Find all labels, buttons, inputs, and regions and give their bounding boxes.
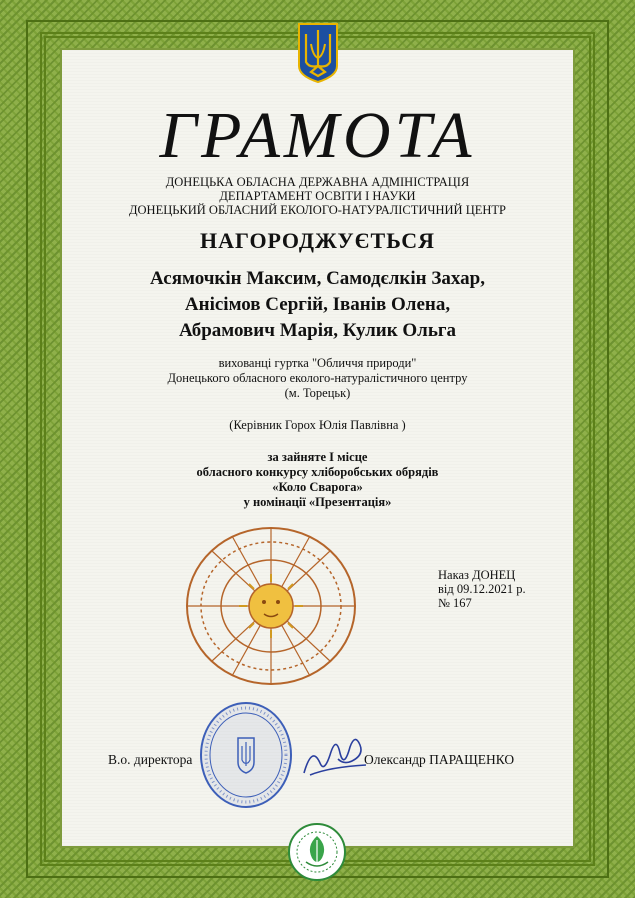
coat-of-arms-icon: [297, 22, 339, 84]
reason-line-3: «Коло Сварога»: [272, 480, 363, 494]
org-line-1: ДОНЕЦЬКА ОБЛАСНА ДЕРЖАВНА АДМІНІСТРАЦІЯ: [165, 175, 470, 189]
certificate-title: ГРАМОТА: [159, 99, 476, 172]
recipient-line-1: Асямочкін Максим, Самодєлкін Захар,: [150, 268, 485, 289]
award-heading: НАГОРОДЖУЄТЬСЯ: [200, 228, 435, 253]
org-line-3: ДОНЕЦЬКИЙ ОБЛАСНИЙ ЕКОЛОГО-НАТУРАЛІСТИЧНИЙ ЦЕНТР: [128, 203, 506, 217]
supervisor-line: (Керівник Горох Юлія Павлівна ): [229, 418, 406, 432]
svarog-wheel-emblem: [182, 522, 360, 690]
order-reference: [438, 568, 526, 610]
order-line-3: № 167: [438, 596, 472, 610]
group-line-2: Донецького обласного еколого-натуралістичного центру: [167, 371, 468, 385]
recipient-line-2: Анісімов Сергій, Іванів Олена,: [184, 294, 451, 315]
group-line-1: вихованці гуртка "Обличчя природи": [218, 356, 417, 370]
official-stamp-icon: [198, 700, 294, 810]
group-line-3: (м. Торецьк): [284, 386, 351, 400]
order-line-1: Наказ ДОНЕЦ: [438, 568, 516, 582]
signature-title: В.о. директора: [108, 752, 193, 767]
signatory-name: Олександр ПАРАЩЕНКО: [364, 752, 515, 767]
reason-line-1: за зайняте І місце: [267, 450, 368, 464]
handwritten-signature: [300, 725, 370, 780]
eco-center-logo-icon: [284, 822, 350, 882]
reason-line-2: обласного конкурсу хліборобських обрядів: [196, 465, 439, 479]
org-line-2: ДЕПАРТАМЕНТ ОСВІТИ І НАУКИ: [219, 189, 416, 203]
recipient-line-3: Абрамович Марія, Кулик Ольга: [178, 320, 457, 341]
reason-line-4: у номінації «Презентація»: [243, 495, 392, 509]
order-line-2: від 09.12.2021 р.: [438, 582, 526, 596]
